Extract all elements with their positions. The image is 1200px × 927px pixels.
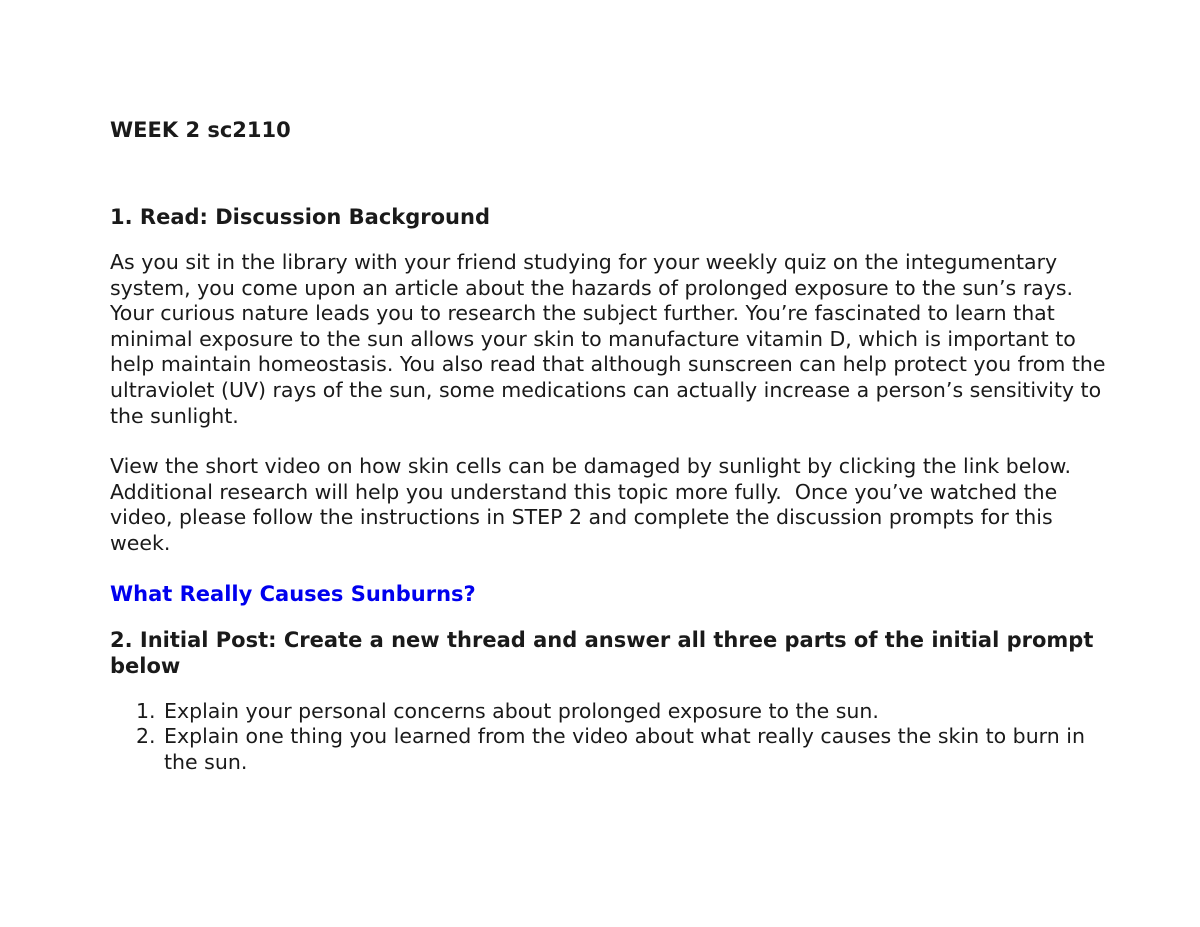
- list-item-number: 2.: [136, 724, 156, 749]
- sunburn-video-link[interactable]: What Really Causes Sunburns?: [110, 581, 476, 606]
- list-item-text: Explain your personal concerns about prolonged exposure to the sun.: [164, 698, 879, 723]
- document-title: WEEK 2 sc2110: [110, 118, 291, 142]
- list-item-text: Explain one thing you learned from the video about what really causes the skin to burn in the sun.: [164, 724, 1085, 774]
- background-paragraph: As you sit in the library with your friend studying for your weekly quiz on the integumentary system, you come upon an article about the hazards of prolonged exposure to the sun’s rays. Your curious nature leads you to research the subject further. You’re fascinated to learn that minimal exposure to the sun allows your skin to manufacture vitamin D, which is important to help maintain homeostasis. You also read that although sunscreen can help protect you from the ultraviolet (UV) rays of the sun, some medications can actually increase a person’s sensitivity to the sunlight.: [110, 250, 1106, 428]
- section-heading-read: 1. Read: Discussion Background: [110, 205, 490, 229]
- prompt-list: [110, 699, 1110, 776]
- document-page: [110, 116, 1110, 775]
- section-heading-initial-post: 2. Initial Post: Create a new thread and answer all three parts of the initial prompt below: [110, 627, 1094, 678]
- list-item-number: 1.: [136, 698, 156, 723]
- list-item: [110, 724, 1110, 775]
- list-item: [110, 699, 1110, 725]
- video-instructions-paragraph: View the short video on how skin cells can be damaged by sunlight by clicking the link below. Additional research will help you understand this topic more fully. Once you’ve watched the video, please follow the instructions in STEP 2 and complete the discussion prompts for this week.: [110, 454, 1072, 555]
